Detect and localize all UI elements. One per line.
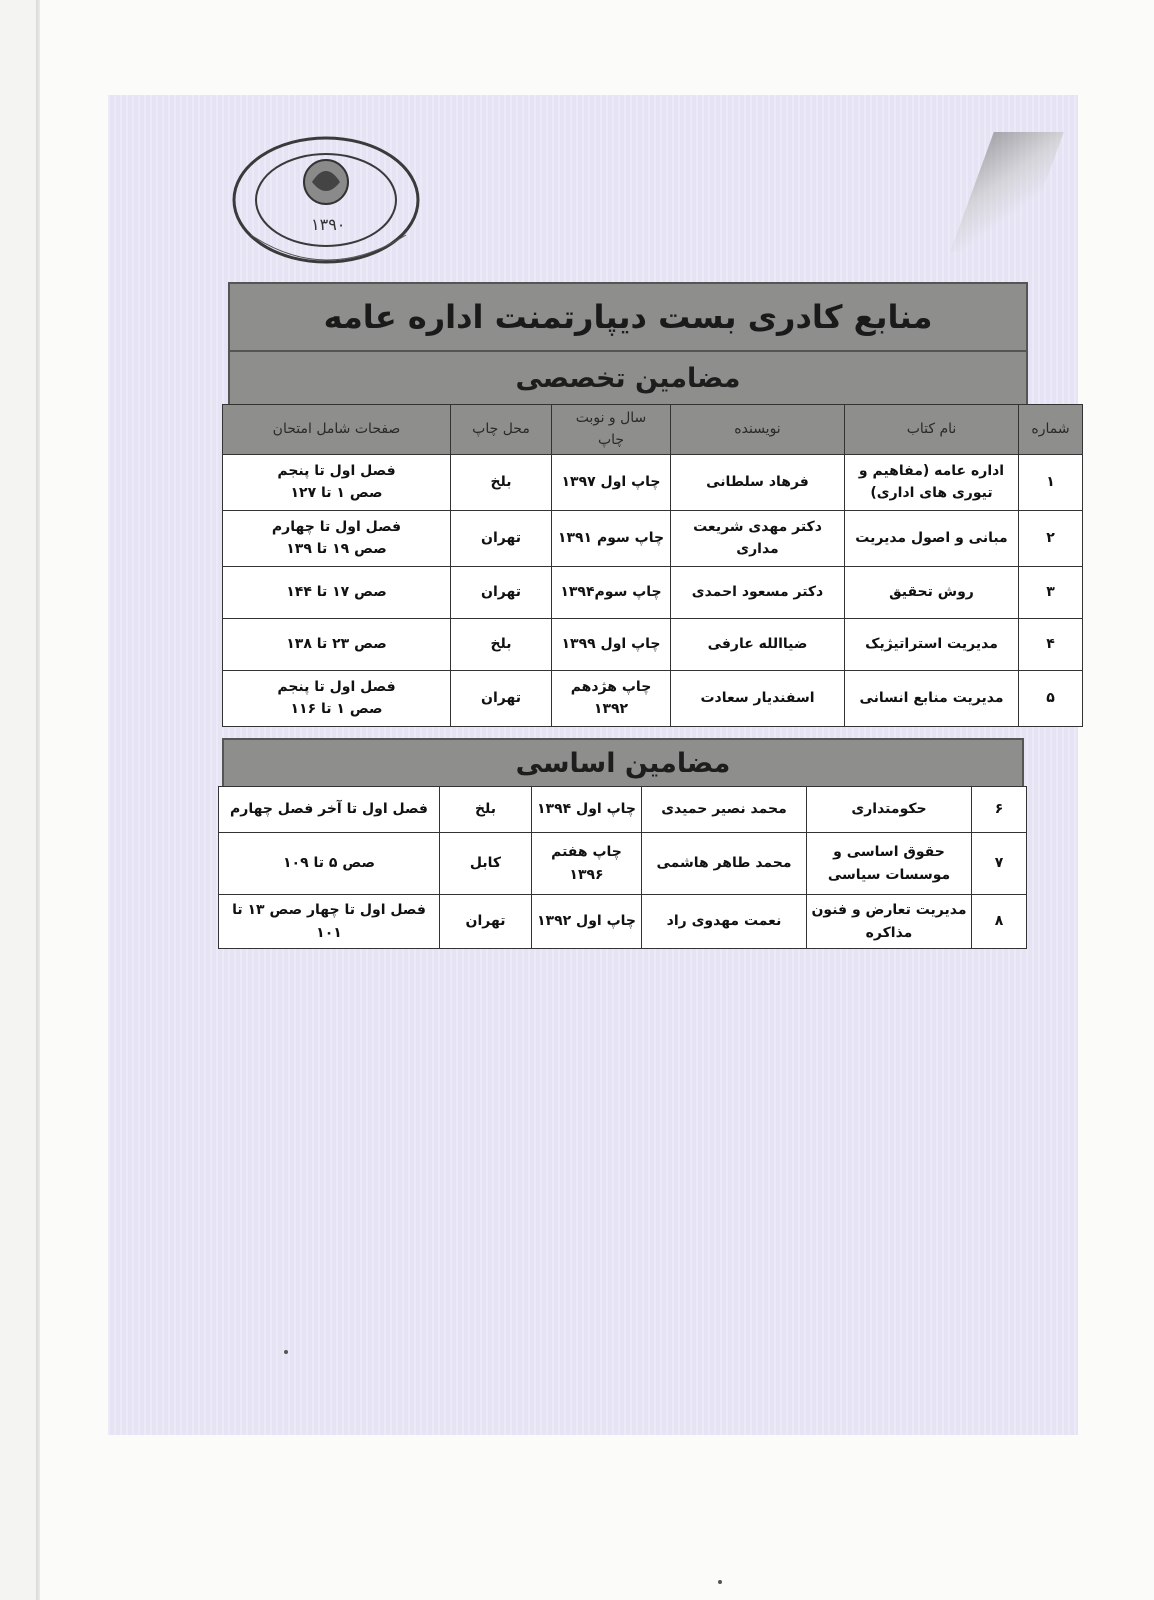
table-row — [223, 510, 1083, 566]
cell-pages: صص ۵ تا ۱۰۹ — [219, 833, 440, 895]
cell-number: ۵ — [1019, 670, 1083, 726]
document-title: منابع کادری بست دیپارتمنت اداره عامه — [323, 298, 933, 336]
table-row — [219, 787, 1027, 833]
scan-speck — [284, 1350, 288, 1354]
section-bar-specialized — [228, 350, 1028, 406]
cell-number: ۴ — [1019, 618, 1083, 670]
cell-pages: صص ۱۷ تا ۱۴۴ — [223, 566, 451, 618]
faculty-seal-stamp — [226, 130, 426, 275]
cell-year: چاپ اول ۱۳۹۴ — [532, 787, 642, 833]
cell-author: محمد طاهر هاشمی — [642, 833, 807, 895]
cell-place: تهران — [451, 566, 552, 618]
cell-pages: فصل اول تا پنجم صص ۱ تا ۱۱۶ — [223, 670, 451, 726]
basic-subjects-table — [218, 786, 1027, 949]
table-row — [223, 454, 1083, 510]
cell-book: حکومتداری — [807, 787, 972, 833]
header-pages: صفحات شامل امتحان — [223, 405, 451, 455]
cell-number: ۱ — [1019, 454, 1083, 510]
cell-book: اداره عامه (مفاهیم و تیوری های اداری) — [845, 454, 1019, 510]
cell-place: تهران — [451, 510, 552, 566]
cell-year: چاپ هژدهم ۱۳۹۲ — [552, 670, 671, 726]
cell-year: چاپ سوم ۱۳۹۱ — [552, 510, 671, 566]
cell-number: ۲ — [1019, 510, 1083, 566]
cell-year: چاپ هفتم ۱۳۹۶ — [532, 833, 642, 895]
cell-author: دکتر مهدی شریعت مداری — [671, 510, 845, 566]
cell-author: محمد نصیر حمیدی — [642, 787, 807, 833]
cell-book: مدیریت منابع انسانی — [845, 670, 1019, 726]
cell-number: ۶ — [972, 787, 1027, 833]
cell-author: اسفندیار سعادت — [671, 670, 845, 726]
cell-author: نعمت مهدوی راد — [642, 895, 807, 949]
section-title-basic: مضامین اساسی — [515, 747, 731, 779]
scan-speck — [718, 1580, 722, 1584]
cell-year: چاپ اول ۱۳۹۲ — [532, 895, 642, 949]
cell-place: بلخ — [440, 787, 532, 833]
cell-place: تهران — [440, 895, 532, 949]
cell-place: بلخ — [451, 454, 552, 510]
table-header-row — [223, 405, 1083, 455]
cell-book: حقوق اساسی و موسسات سیاسی — [807, 833, 972, 895]
header-author: نویسنده — [671, 405, 845, 455]
cell-author: فرهاد سلطانی — [671, 454, 845, 510]
cell-place: کابل — [440, 833, 532, 895]
cell-pages: فصل اول تا آخر فصل چهارم — [219, 787, 440, 833]
cell-pages: صص ۲۳ تا ۱۳۸ — [223, 618, 451, 670]
cell-place: بلخ — [451, 618, 552, 670]
cell-pages: فصل اول تا پنجم صص ۱ تا ۱۲۷ — [223, 454, 451, 510]
seal-year: ۱۳۹۰ — [311, 215, 346, 234]
cell-book: مدیریت تعارض و فنون مذاکره — [807, 895, 972, 949]
table-row — [223, 566, 1083, 618]
specialized-subjects-table — [222, 404, 1083, 727]
cell-book: مبانی و اصول مدیریت — [845, 510, 1019, 566]
section-bar-basic — [222, 738, 1024, 788]
cell-number: ۷ — [972, 833, 1027, 895]
cell-book: روش تحقیق — [845, 566, 1019, 618]
cell-year: چاپ سوم۱۳۹۴ — [552, 566, 671, 618]
header-book: نام کتاب — [845, 405, 1019, 455]
cell-year: چاپ اول ۱۳۹۹ — [552, 618, 671, 670]
header-year: سال و نوبت چاپ — [552, 405, 671, 455]
cell-book: مدیریت استراتیژیک — [845, 618, 1019, 670]
table-row — [223, 618, 1083, 670]
document-title-bar — [228, 282, 1028, 352]
cell-author: ضیاالله عارفی — [671, 618, 845, 670]
cell-place: تهران — [451, 670, 552, 726]
cell-pages: فصل اول تا چهارم صص ۱۹ تا ۱۳۹ — [223, 510, 451, 566]
header-number: شماره — [1019, 405, 1083, 455]
table-row — [223, 670, 1083, 726]
cell-year: چاپ اول ۱۳۹۷ — [552, 454, 671, 510]
cell-author: دکتر مسعود احمدی — [671, 566, 845, 618]
cell-number: ۸ — [972, 895, 1027, 949]
header-place: محل چاپ — [451, 405, 552, 455]
cell-number: ۳ — [1019, 566, 1083, 618]
table-row — [219, 833, 1027, 895]
table-row — [219, 895, 1027, 949]
cell-pages: فصل اول تا چهار صص ۱۳ تا ۱۰۱ — [219, 895, 440, 949]
section-title-specialized: مضامین تخصصی — [515, 362, 741, 394]
